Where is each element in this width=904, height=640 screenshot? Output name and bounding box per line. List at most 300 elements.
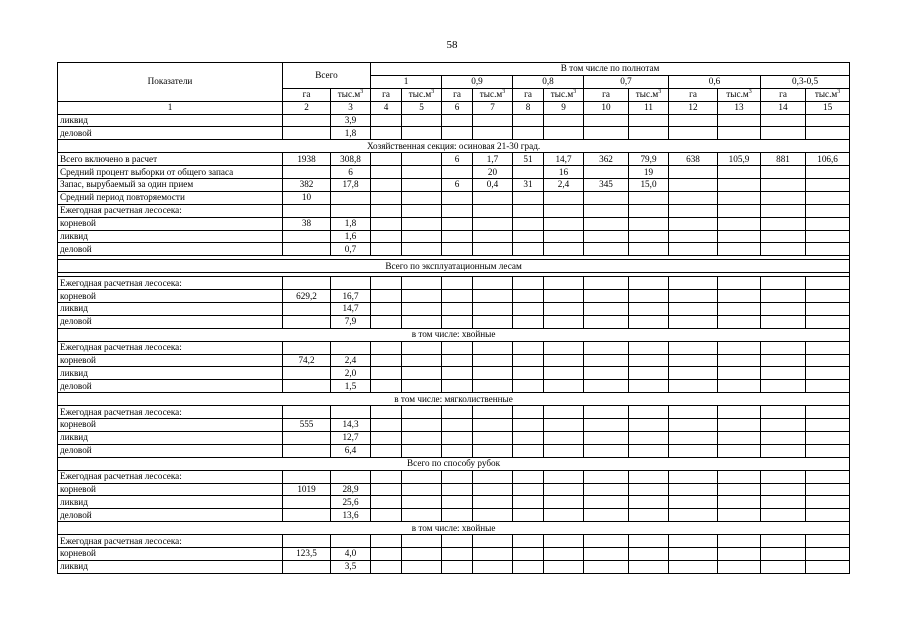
data-cell: 14,7: [331, 303, 371, 316]
unit-volume-header: [544, 88, 584, 101]
data-cell: [544, 367, 584, 380]
column-number: 1: [58, 101, 283, 114]
table-row: [58, 560, 850, 573]
density-header: 0,9: [442, 75, 513, 88]
data-cell: [513, 114, 544, 127]
table-row: [58, 166, 850, 179]
data-cell: [718, 483, 761, 496]
unit-volume-superscript: 3: [658, 89, 662, 96]
table-row: [58, 290, 850, 303]
data-cell: [544, 354, 584, 367]
data-cell: [371, 535, 402, 548]
data-cell: [806, 127, 850, 140]
data-cell: 12,7: [331, 431, 371, 444]
data-cell: [629, 509, 669, 522]
data-cell: 31: [513, 179, 544, 192]
data-cell: [761, 419, 806, 432]
column-number: 5: [402, 101, 442, 114]
data-cell: 20: [473, 166, 513, 179]
data-cell: [761, 560, 806, 573]
unit-volume-text: тыс.м: [408, 89, 432, 100]
data-cell: [371, 114, 402, 127]
density-header: 0,6: [669, 75, 761, 88]
table-row: [58, 470, 850, 483]
data-cell: [718, 166, 761, 179]
data-cell: [584, 354, 629, 367]
column-number: 7: [473, 101, 513, 114]
data-cell: [513, 230, 544, 243]
data-cell: [669, 243, 718, 256]
data-cell: [473, 535, 513, 548]
data-cell: [806, 179, 850, 192]
data-cell: [544, 496, 584, 509]
data-cell: 638: [669, 153, 718, 166]
data-cell: [584, 341, 629, 354]
data-cell: [513, 367, 544, 380]
data-cell: 629,2: [283, 290, 331, 303]
data-cell: [331, 191, 371, 204]
unit-volume-superscript: 3: [360, 89, 364, 96]
data-cell: [283, 303, 331, 316]
data-cell: [718, 315, 761, 328]
data-cell: [584, 431, 629, 444]
data-cell: [442, 230, 473, 243]
data-cell: [544, 114, 584, 127]
data-cell: 0,4: [473, 179, 513, 192]
data-cell: [442, 341, 473, 354]
unit-volume-superscript: 3: [502, 89, 506, 96]
data-cell: 15,0: [629, 179, 669, 192]
data-cell: [513, 354, 544, 367]
data-cell: [544, 547, 584, 560]
unit-volume-header: [402, 88, 442, 101]
table-row: [58, 230, 850, 243]
data-cell: [442, 380, 473, 393]
data-cell: [629, 431, 669, 444]
density-header: 0,7: [584, 75, 669, 88]
data-cell: [669, 483, 718, 496]
data-cell: [584, 496, 629, 509]
data-cell: [473, 483, 513, 496]
row-label: корневой: [58, 547, 283, 560]
unit-volume-text: тыс.м: [479, 89, 503, 100]
data-cell: 3,9: [331, 114, 371, 127]
section-title: Всего по эксплуатационным лесам: [58, 260, 850, 273]
data-cell: [283, 367, 331, 380]
row-label: деловой: [58, 380, 283, 393]
data-cell: [718, 535, 761, 548]
data-cell: [513, 315, 544, 328]
data-cell: [402, 483, 442, 496]
data-cell: [513, 290, 544, 303]
data-cell: [718, 470, 761, 483]
data-cell: [761, 191, 806, 204]
data-cell: [806, 419, 850, 432]
table-row: [58, 547, 850, 560]
data-cell: [371, 315, 402, 328]
data-cell: [629, 114, 669, 127]
data-cell: [283, 496, 331, 509]
data-cell: [718, 191, 761, 204]
data-cell: [584, 303, 629, 316]
data-cell: [806, 509, 850, 522]
data-cell: [584, 535, 629, 548]
data-cell: 13,6: [331, 509, 371, 522]
data-cell: [283, 380, 331, 393]
unit-ha-header: га: [584, 88, 629, 101]
data-cell: [584, 217, 629, 230]
data-cell: [544, 127, 584, 140]
data-cell: [402, 431, 442, 444]
table-row: [58, 127, 850, 140]
data-cell: [442, 114, 473, 127]
data-cell: [402, 230, 442, 243]
table-row: [58, 217, 850, 230]
data-cell: [442, 496, 473, 509]
data-cell: [283, 509, 331, 522]
data-cell: [544, 230, 584, 243]
data-cell: [669, 354, 718, 367]
data-cell: [473, 419, 513, 432]
data-cell: 17,8: [331, 179, 371, 192]
data-cell: [402, 127, 442, 140]
data-cell: [402, 444, 442, 457]
data-cell: [669, 419, 718, 432]
data-cell: [331, 470, 371, 483]
data-cell: [669, 341, 718, 354]
data-cell: [283, 315, 331, 328]
data-cell: [371, 444, 402, 457]
data-cell: [718, 367, 761, 380]
data-cell: [629, 367, 669, 380]
row-label: корневой: [58, 354, 283, 367]
data-cell: 2,4: [544, 179, 584, 192]
data-cell: [283, 114, 331, 127]
data-cell: [669, 303, 718, 316]
header-by-density: В том числе по полнотам: [371, 63, 850, 76]
data-cell: [629, 315, 669, 328]
unit-ha-header: га: [513, 88, 544, 101]
data-cell: [761, 303, 806, 316]
column-number: 9: [544, 101, 584, 114]
data-cell: [442, 444, 473, 457]
data-cell: [371, 470, 402, 483]
data-cell: [513, 496, 544, 509]
data-cell: [761, 217, 806, 230]
section-title: в том числе: хвойные: [58, 328, 850, 341]
data-cell: 1938: [283, 153, 331, 166]
data-cell: [718, 444, 761, 457]
data-cell: [761, 166, 806, 179]
data-cell: [629, 560, 669, 573]
table-row: [58, 444, 850, 457]
data-cell: [371, 483, 402, 496]
data-cell: 6: [331, 166, 371, 179]
data-cell: [669, 114, 718, 127]
data-cell: 6: [442, 153, 473, 166]
data-cell: 10: [283, 191, 331, 204]
data-cell: [806, 315, 850, 328]
data-cell: [718, 431, 761, 444]
data-cell: [442, 431, 473, 444]
data-cell: 555: [283, 419, 331, 432]
data-cell: [544, 560, 584, 573]
data-cell: [331, 277, 371, 290]
data-cell: [669, 509, 718, 522]
data-cell: [513, 166, 544, 179]
section-row: [58, 522, 850, 535]
data-cell: [669, 380, 718, 393]
data-cell: [761, 470, 806, 483]
data-cell: 6: [442, 179, 473, 192]
data-cell: [629, 204, 669, 217]
data-cell: [442, 191, 473, 204]
row-label: Ежегодная расчетная лесосека:: [58, 341, 283, 354]
data-cell: [473, 127, 513, 140]
row-label: корневой: [58, 483, 283, 496]
row-label: ликвид: [58, 367, 283, 380]
data-cell: [806, 290, 850, 303]
data-cell: [718, 243, 761, 256]
table-row: [58, 367, 850, 380]
data-cell: [544, 303, 584, 316]
data-cell: [473, 444, 513, 457]
data-cell: [806, 303, 850, 316]
data-cell: [584, 547, 629, 560]
data-cell: [806, 470, 850, 483]
data-cell: [331, 204, 371, 217]
data-cell: [584, 483, 629, 496]
data-cell: [402, 560, 442, 573]
data-cell: [544, 535, 584, 548]
table-row: [58, 354, 850, 367]
data-cell: 362: [584, 153, 629, 166]
data-cell: [473, 406, 513, 419]
data-cell: 1,8: [331, 127, 371, 140]
row-label: Ежегодная расчетная лесосека:: [58, 406, 283, 419]
table-header: [58, 63, 850, 115]
data-cell: [371, 380, 402, 393]
data-cell: [544, 315, 584, 328]
data-cell: [761, 483, 806, 496]
unit-volume-header: [806, 88, 850, 101]
data-cell: [513, 380, 544, 393]
data-cell: [283, 560, 331, 573]
unit-ha-header: га: [371, 88, 402, 101]
data-cell: 308,8: [331, 153, 371, 166]
data-cell: [761, 509, 806, 522]
unit-volume-text: тыс.м: [635, 89, 659, 100]
data-cell: [442, 560, 473, 573]
data-cell: [629, 217, 669, 230]
data-cell: [806, 535, 850, 548]
data-cell: [442, 535, 473, 548]
unit-volume-superscript: 3: [837, 89, 841, 96]
data-cell: [513, 303, 544, 316]
table-row: [58, 496, 850, 509]
data-cell: [402, 315, 442, 328]
row-label: ликвид: [58, 230, 283, 243]
data-cell: [718, 380, 761, 393]
unit-ha-header: га: [669, 88, 718, 101]
table-row: [58, 315, 850, 328]
data-cell: [806, 243, 850, 256]
row-label: Средний период повторяемости: [58, 191, 283, 204]
data-cell: 2,0: [331, 367, 371, 380]
data-cell: [669, 535, 718, 548]
data-cell: [402, 303, 442, 316]
data-cell: [283, 127, 331, 140]
row-label: деловой: [58, 315, 283, 328]
data-cell: [544, 431, 584, 444]
section-title: Всего по способу рубок: [58, 457, 850, 470]
data-cell: 14,3: [331, 419, 371, 432]
data-cell: [806, 277, 850, 290]
data-cell: 4,0: [331, 547, 371, 560]
data-cell: [629, 341, 669, 354]
data-cell: 0,7: [331, 243, 371, 256]
row-label: ликвид: [58, 303, 283, 316]
section-row: [58, 393, 850, 406]
data-cell: [283, 243, 331, 256]
data-cell: [584, 191, 629, 204]
column-number: 12: [669, 101, 718, 114]
unit-volume-superscript: 3: [431, 89, 435, 96]
data-cell: [629, 535, 669, 548]
data-cell: [402, 341, 442, 354]
data-cell: [761, 204, 806, 217]
data-cell: [402, 217, 442, 230]
data-cell: [283, 470, 331, 483]
data-cell: [442, 277, 473, 290]
column-number: 13: [718, 101, 761, 114]
data-cell: [283, 204, 331, 217]
row-label: корневой: [58, 290, 283, 303]
data-cell: [629, 406, 669, 419]
data-cell: [442, 470, 473, 483]
data-cell: [283, 341, 331, 354]
data-cell: [402, 509, 442, 522]
data-cell: [473, 470, 513, 483]
data-cell: [544, 290, 584, 303]
column-number: 4: [371, 101, 402, 114]
data-cell: [442, 315, 473, 328]
data-cell: [513, 535, 544, 548]
table-row: [58, 483, 850, 496]
table-row: [58, 153, 850, 166]
unit-volume-header: [331, 88, 371, 101]
data-cell: [331, 406, 371, 419]
data-cell: [806, 204, 850, 217]
header-indicators: Показатели: [58, 63, 283, 102]
table-row: [58, 341, 850, 354]
data-cell: [473, 277, 513, 290]
data-cell: 74,2: [283, 354, 331, 367]
data-cell: [761, 431, 806, 444]
data-cell: [442, 217, 473, 230]
data-cell: [513, 470, 544, 483]
data-cell: [629, 277, 669, 290]
table-row: [58, 419, 850, 432]
data-cell: [669, 217, 718, 230]
column-number-row: [58, 101, 850, 114]
data-cell: [442, 509, 473, 522]
data-cell: [584, 470, 629, 483]
data-cell: [513, 419, 544, 432]
data-cell: [473, 560, 513, 573]
data-cell: [371, 179, 402, 192]
data-cell: 79,9: [629, 153, 669, 166]
data-cell: [371, 431, 402, 444]
data-cell: [718, 496, 761, 509]
data-cell: [513, 444, 544, 457]
data-cell: [473, 217, 513, 230]
data-cell: [718, 303, 761, 316]
density-header: 0,3-0,5: [761, 75, 850, 88]
data-cell: [283, 444, 331, 457]
data-cell: [544, 380, 584, 393]
data-cell: [513, 431, 544, 444]
data-cell: [442, 303, 473, 316]
data-cell: [331, 535, 371, 548]
data-cell: 123,5: [283, 547, 331, 560]
felling-table: [57, 62, 850, 574]
unit-volume-header: [629, 88, 669, 101]
data-cell: [718, 127, 761, 140]
table-row: [58, 179, 850, 192]
data-cell: [473, 547, 513, 560]
row-label: Средний процент выборки от общего запаса: [58, 166, 283, 179]
data-cell: [669, 179, 718, 192]
data-cell: [718, 217, 761, 230]
data-cell: [761, 341, 806, 354]
density-header: 1: [371, 75, 442, 88]
data-cell: 16,7: [331, 290, 371, 303]
data-cell: 1,6: [331, 230, 371, 243]
data-cell: 1019: [283, 483, 331, 496]
row-label: Ежегодная расчетная лесосека:: [58, 470, 283, 483]
row-label: ликвид: [58, 560, 283, 573]
data-cell: [584, 204, 629, 217]
data-cell: [473, 114, 513, 127]
data-cell: [584, 230, 629, 243]
data-cell: [402, 419, 442, 432]
data-cell: [473, 204, 513, 217]
data-cell: [629, 419, 669, 432]
data-cell: [402, 406, 442, 419]
data-cell: [806, 354, 850, 367]
table-row: [58, 277, 850, 290]
data-cell: [371, 406, 402, 419]
data-cell: [513, 127, 544, 140]
data-cell: [544, 509, 584, 522]
data-cell: [371, 290, 402, 303]
data-cell: [718, 114, 761, 127]
data-cell: [629, 496, 669, 509]
data-cell: [473, 303, 513, 316]
data-cell: [718, 277, 761, 290]
column-number: 6: [442, 101, 473, 114]
data-cell: [473, 243, 513, 256]
data-cell: 3,5: [331, 560, 371, 573]
data-cell: [718, 509, 761, 522]
row-label: Ежегодная расчетная лесосека:: [58, 277, 283, 290]
table-row: [58, 114, 850, 127]
data-cell: [371, 217, 402, 230]
data-cell: [544, 191, 584, 204]
data-cell: [473, 315, 513, 328]
data-cell: 881: [761, 153, 806, 166]
